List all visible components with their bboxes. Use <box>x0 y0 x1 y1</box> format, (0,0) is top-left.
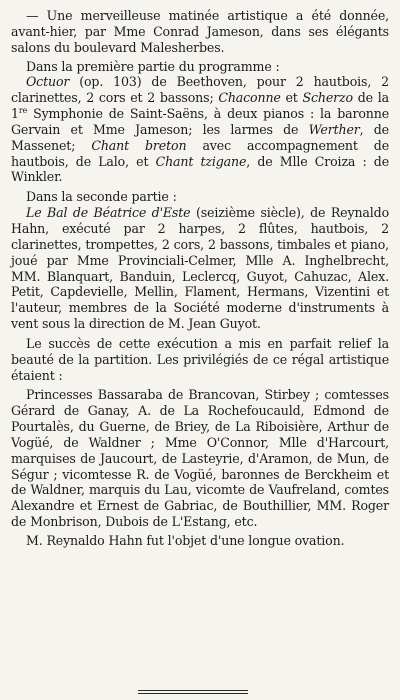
part2-program: Le Bal de Béatrice d'Este (seizième siècle), de Reynaldo Hahn, exécuté par 2 harpes, 2 flûtes, hautbois, 2 clarinettes, trompettes, 2 cors, 2 bassons, timbales et piano, joué par Mme Provinciali-Celmer, Mlle A. Inghelbrecht, MM. Blanquart, Banduin, Leclercq, Guyot, Cahuzac, Alex. Petit, Capdevielle, Mellin, Flament, Hermans, Vizentini et l'auteur, membres de la Société moderne d'instruments à vent sous la direction de M. Jean Guyot. <box>11 205 389 332</box>
work-title-chant-tzigane: Chant tzigane <box>155 153 247 169</box>
closing-paragraph: M. Reynaldo Hahn fut l'objet d'une longue ovation. <box>26 533 345 548</box>
work-title-chant-breton: Chant breton <box>91 137 187 153</box>
divider-double-line <box>138 690 248 694</box>
section-divider <box>118 690 268 695</box>
work-title-octuor: Octuor <box>26 74 70 90</box>
part1-heading: Dans la première partie du programme : <box>26 58 280 74</box>
intro-paragraph <box>11 8 389 56</box>
work-title-chaconne: Chaconne <box>218 90 281 106</box>
ordinal-superscript: re <box>18 105 28 115</box>
intro-text: — Une merveilleuse matinée artistique a été donnée, avant-hier, par Mme Conrad Jameson, dans ses élégants salons du boulevard Malesherbes. <box>11 8 389 55</box>
work-title-bal-de-beatrice: Le Bal de Béatrice d'Este <box>26 205 191 221</box>
guest-list-paragraph: Princesses Bassaraba de Brancovan, Stirbey ; comtesses Gérard de Ganay, A. de La Rochefoucauld, Edmond de Pourtalès, du Guerne, de Briey, de La Riboisière, Arthur de Vogüé, de Waldner ; Mme O'Connor, Mlle d'Harcourt, marquises de Jaucourt, de Lasteyrie, d'Aramon, de Mun, de Ségur ; vicomtesse R. de Vogüé, baronnes de Berckheim et de Waldner, marquis du Lau, vicomte de Vaufreland, comtes Alexandre et Ernest de Gabriac, de Bouthillier, MM. Roger de Monbrison, Dubois de L'Estang, etc. <box>11 387 389 530</box>
work-title-scherzo: Scherzo <box>302 90 353 106</box>
part2-heading: Dans la seconde partie : <box>26 189 177 205</box>
part1-program: Octuor (op. 103) de Beethoven, pour 2 hautbois, 2 clarinettes, 2 cors et 2 bassons; Chaconne et Scherzo de la 1re Symphonie de Saint-Saëns, à deux pianos : la baronne Gervain et Mme Jameson; les larmes de Werther, de Massenet; Chant breton avec accompagnement de hautbois, de Lalo, et Chant tzigane, de Mlle Croiza : de Winkler. <box>11 74 390 185</box>
work-title-werther: Werther <box>308 121 360 137</box>
success-paragraph: Le succès de cette exécution a mis en parfait relief la beauté de la partition. Les privilégiés de ce régal artistique étaient : <box>11 335 389 383</box>
